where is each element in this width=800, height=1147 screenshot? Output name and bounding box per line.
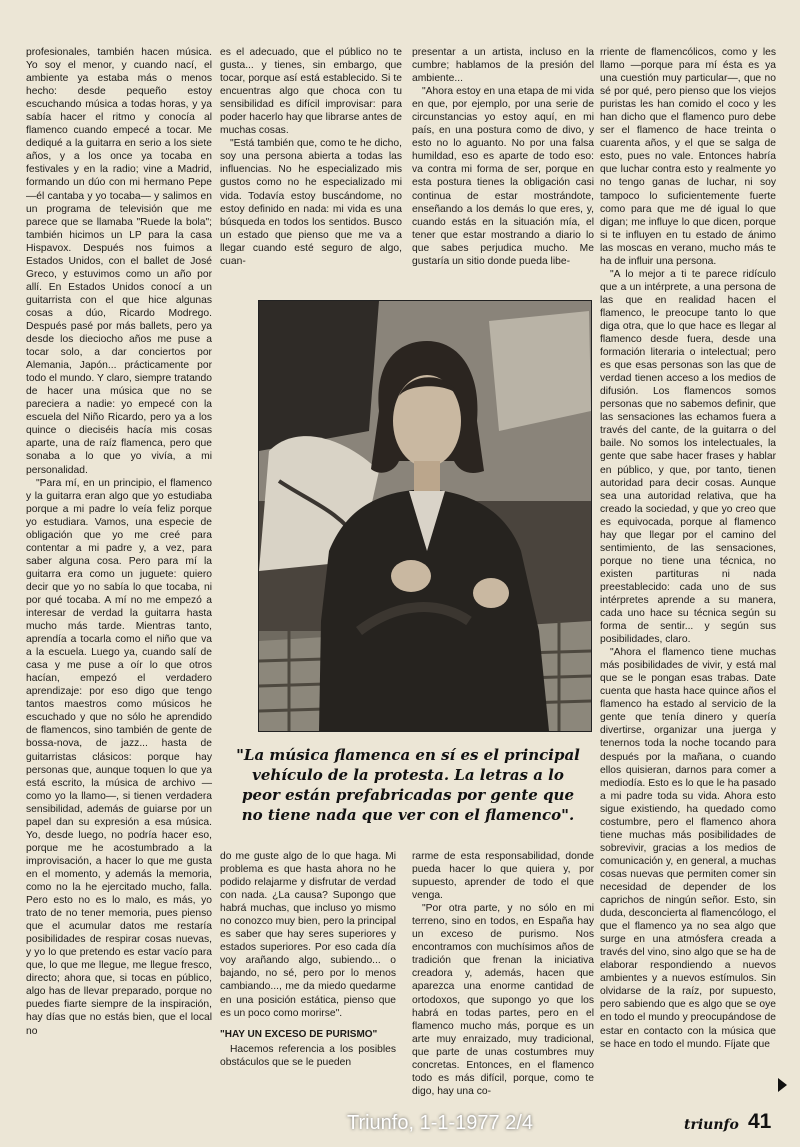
section-subhead: "HAY UN EXCESO DE PURISMO" (220, 1028, 378, 1040)
page-number: 41 (748, 1110, 772, 1133)
column-1 (26, 46, 212, 1106)
paragraph: "Está también que, como te he dicho, soy una persona abierta a todas las influencias. No he especializado mis gustos como no he especializado mi vida. Todavía estoy buscándome, no estoy definido en nada: mi vida es una búsqueda en todos los sentidos. Busco un estado que pienso que me va a llegar cuando esté seguro de algo, cuan- (220, 138, 402, 267)
paragraph: rarme de esta responsabilidad, donde pueda hacer lo que quiera y, por supuesto, aprender de todo el que venga. (412, 851, 594, 902)
paragraph: presentar a un artista, incluso en la cumbre; hablamos de la presión del ambiente... (412, 47, 594, 85)
paragraph: "Ahora estoy en una etapa de mi vida en que, por ejemplo, por una serie de circunstancias yo estoy aquí, en mi país, en una postura como de divo, y esto no lo aguanto. No por una falsa humildad, eso es aparte de todo eso: va contra mi forma de ser, porque en esta postura tienes la obligación casi continua de estar mostrándote, enseñando a los demás lo que eres, y, cuando estás en la situación mía, el tener que estar mostrando a diario lo que sabes perjudica mucho. Me gustaría un sitio donde pueda libe- (412, 86, 594, 267)
paragraph: es el adecuado, que el público no te gusta... y tienes, sin embargo, que tocar, porque así está establecido. Si te encuentras algo que choca con tu sensibilidad es difícil improvisar: para poder hacerlo hay que librarse antes de muchas cosas. (220, 47, 402, 137)
column-3-top (412, 46, 594, 281)
paragraph: "A lo mejor a ti te parece ridículo que a un intérprete, a una persona de las que en realidad hacen el flamenco, le preocupe tanto lo que diga otra, que lo que hace es llegar al flamenco desde fuera, desde una formación literaria o intelectual; pero es que esas personas son las que de verdad tienen acceso a los medios de difusión. Los flamencos somos personas que no sabemos definir, que las sensaciones las echamos fuera a través del cante, de la guitarra o del baile. No somos los intelectuales, la gente que sabe hacer frases y hablar en público, y que, por tanto, tienen autoridad para decir cosas. Aunque sea una autoridad relativa, que ha creado la sociedad, y que yo creo que es equivocada, porque al flamenco hay que llegar por el camino del sentimiento, de las sensaciones, porque no tiene una técnica, no existen partituras ni nada preestablecido: cada uno de sus intérpretes aprende a su manera, cada uno hace su técnica según su forma de sentir... y según sus posibilidades, claro. (600, 268, 776, 646)
paragraph: "Por otra parte, y no sólo en mi terreno, sino en todos, en España hay un exceso de purismo. Nos encontramos con muchísimos años de tradición que frenan la iniciativa creadora y, además, hacen que aparezca una enorme cantidad de ortodoxos, que supongo yo que los habrá en todas partes, pero en el flamenco mucho más, porque es un arte muy enraizado, muy tradicional, que parte de unas costumbres muy concretas. Entonces, en el flamenco todo es más difícil, porque, como te digo, hay una co- (412, 903, 594, 1097)
portrait-photo (258, 300, 592, 732)
column-4 (600, 46, 776, 1106)
column-2-bottom (220, 850, 396, 1108)
paragraph: Hacemos referencia a los posibles obstáculos que se le pueden (220, 1043, 396, 1068)
paragraph: do me guste algo de lo que haga. Mi problema es que hasta ahora no he podido relajarme y disfrutar de verdad con nada. ¿La causa? Supongo que habrá muchas, que incluso yo mismo no conozco muy bien, pero la principal es saber que hay seres superiores y estados superiores. Por eso cada día voy arañando algo, subiendo... o bajando, no sé, pero por lo menos cambiando..., me da miedo quedarme en una posición estática, pienso que es un poco como morirse". (220, 851, 396, 1019)
magazine-logo: triunfo (684, 1117, 739, 1133)
continue-arrow-icon (778, 1078, 787, 1092)
paragraph: "Para mí, en un principio, el flamenco y la guitarra eran algo que yo estudiaba porque a mi padre lo veía feliz porque yo estudiara. Vamos, una especie de obligación que yo me creé para contentar a mi padre y, a vez, para saber alguna cosa. Pero para mí la guitarra era como un juguete: quiero decir que yo no sabía lo que tocaba, ni por qué tocaba. A mí no me empezó a interesar de verdad la guitarra hasta mucho más tarde. Mientras tanto, aprendía a tocarla como el niño que va a la escuela. Luego ya, cuando salí de casa y me puse a oír lo que otros hacían, empezó el verdadero aprendizaje: por eso digo que tengo tantos maestros como músicos he escuchado y que no sólo he aprendido de flamencos, sino también de gente de bossa-nova, de jazz... hasta de guitarristas clásicos: porque hay personas que, aunque toquen lo que ya está escrito, la música de archivo —como yo la llamo—, si tienen verdadera sensibilidad, además de guiarse por un papel dan su expresión a esa música. Yo, desde luego, no podría hacer eso, porque me he acostumbrado a la improvisación, a hacer lo que me gusta en el momento, y además la memoria, como no la he ejercitado mucho, falla. Pero esto no es lo malo, es más, yo trato de no tener memoria, pues pienso que el acumular datos me restaría posibilidades de respirar cosas nuevas, y yo lo que pretendo es estar vacío para que, lo que me llegue, me llegue fresco, directo; ahora que, si tocas en público, algo has de llevar preparado, porque no puedes fiarte siempre de la inspiración, hay días que no estás bien, que el local no (26, 477, 212, 1037)
paragraph: rriente de flamencólicos, como y les llamo —porque para mí ésta es ya una cuestión muy particular—, que no sé por qué, pero pienso que los viejos puristas les han comido el coco y les han dicho que el flamenco puro debe ser el flamenco de hace treinta o cuarenta años, y el que se salga de esto, pues no vale. Entonces habría que luchar contra esto y realmente yo no tengo ganas de luchar, ni soy tampoco lo suficientemente fuerte como para que me dé igual lo que digan; me influye lo que dicen, porque si te influyen en tu estado de ánimo las moscas en verano, mucho más te ha de influir una persona. (600, 47, 776, 267)
column-2-top (220, 46, 402, 281)
paragraph: profesionales, también hacen música. Yo soy el menor, y cuando nací, el ambiente ya estaba más o menos hecho: desde pequeño estoy escuchando música a todas horas, y ya sabía hacer el ritmo y conocía al flamenco cuando empecé a tocar. Me dediqué a la guitarra en serio a los siete años, y a los once ya tocaba en festivales y en la radio; vine a Madrid, formando un dúo con mi hermano Pepe —él cantaba y yo tocaba— y salimos en un programa de televisión que me parece que se llamaba "Ruede la bola"; también hicimos un LP para la casa Hispavox. Después nos fuimos a Estados Unidos, con el ballet de José Greco, y estuvimos como un año por allí. En Estados Unidos conocí a un guitarrista con el que hice algunas cosas a dúo, Ricardo Modrego. Después pasé por más ballets, pero ya desde los dieciocho años me puse a tocar solo, a dar conciertos por Alemania, Japón... prácticamente por todo el mundo. Y claro, siempre tratando de hacer una música que no se pareciera a nadie: yo empecé con la escuela del Niño Ricardo, pero ya a los quince o dieciséis hacía mis cosas aparte, una de raíz flamenca, pero que sonaba a lo que yo vivía, a mi personalidad. (26, 47, 212, 476)
pull-quote: "La música flamenca en sí es el principal vehículo de la protesta. La letras a lo peor están prefabricadas por gente que no tiene nada que ver con el flamenco". (236, 746, 580, 824)
source-caption: Triunfo, 1-1-1977 2/4 (346, 1112, 534, 1134)
paragraph: "Ahora el flamenco tiene muchas más posibilidades de vivir, y está mal que se le pongan esas trabas. Date cuenta que hasta hace quince años el flamenco ha estado al servicio de la gente que tenía dinero y quería divertirse, organizar una juerga y tenernos toda la noche tocando para después por la mañana, o cuando ellos quisieran, darnos para comer a mediodía. Esto es lo que le ha pasado a mi padre toda su vida. Ahora esto sigue existiendo, ha quedado como costumbre, pero el flamenco ahora tiene muchas más posibilidades de sobrevivir, gracias a los medios de comunicación y, en general, a muchas cosas nuevas que permiten comer sin necesidad de depender de los caprichos de ningún señor. Esto, sin duda, desconcierta al flamencólogo, el que el flamenco ya no sea algo que surge en una atmósfera creada a través del vino, sino algo que se ha de elaborar respondiendo a nuevos ambientes y a nuevos estímulos. Sin olvidarse de la raíz, por supuesto, pero sabiendo que es algo que se oye en todo el mundo y preocupándose de estar en contacto con la música que se hace en todo el mundo. Fíjate que (600, 647, 776, 1050)
portrait-illustration (259, 301, 591, 731)
column-3-bottom (412, 850, 594, 1108)
